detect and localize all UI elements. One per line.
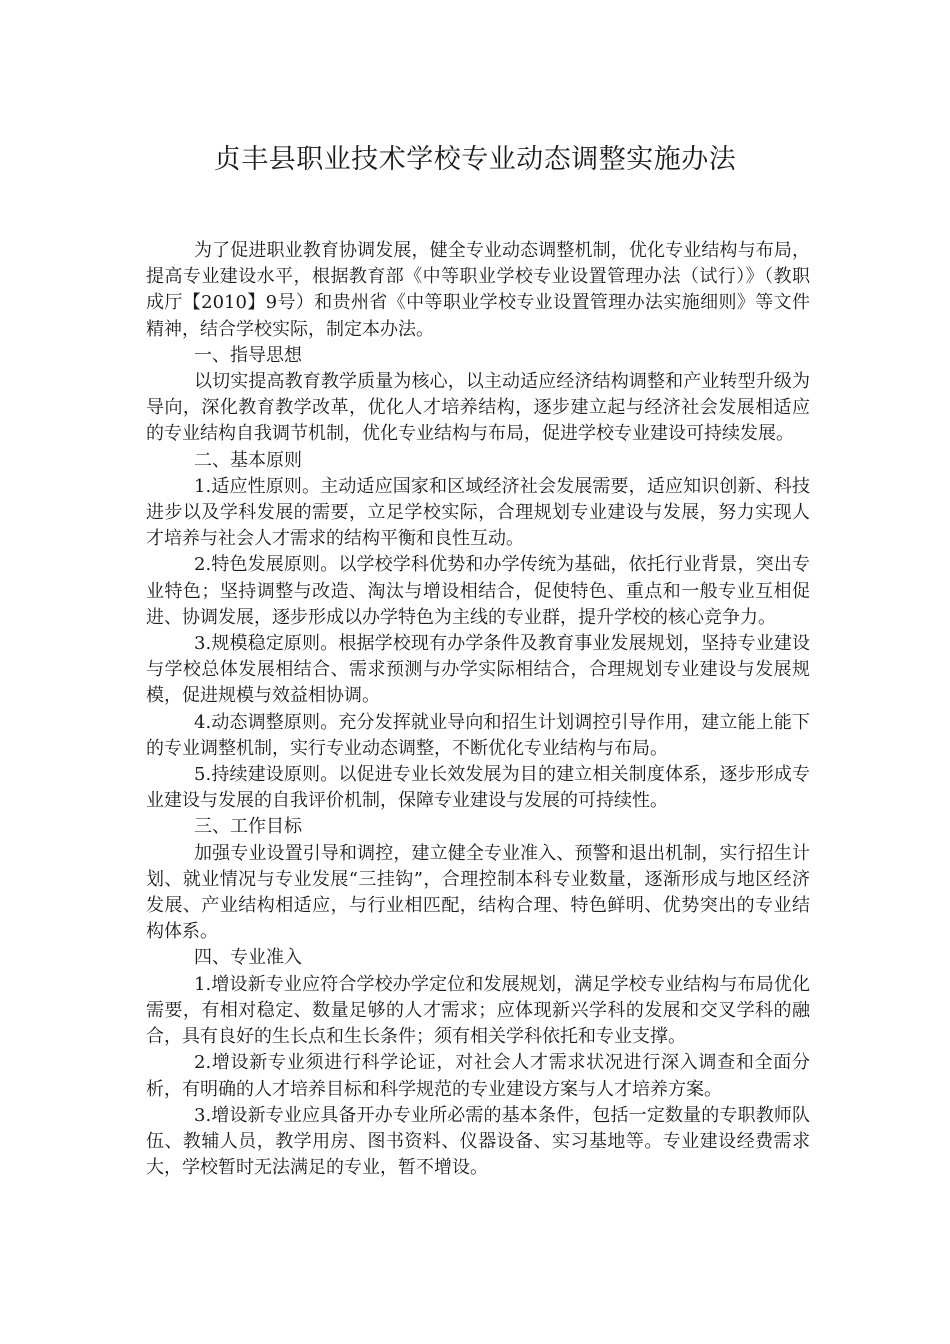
document-title: 贞丰县职业技术学校专业动态调整实施办法 xyxy=(213,144,737,175)
body-paragraph: 4.动态调整原则。充分发挥就业导向和招生计划调控引导作用，建立能上能下的专业调整机制，实行专业动态调整，不断优化专业结构与布局。 xyxy=(146,711,810,759)
body-paragraph: 3.增设新专业应具备开办专业所必需的基本条件，包括一定数量的专职教师队伍、教辅人员，教学用房、图书资料、仪器设备、实习基地等。专业建设经费需求大，学校暂时无法满足的专业，暂不增设。 xyxy=(146,1104,810,1179)
document-body xyxy=(146,238,810,1181)
body-paragraph: 2.特色发展原则。以学校学科优势和办学传统为基础，依托行业背景，突出专业特色；坚持调整与改造、淘汰与增设相结合，促使特色、重点和一般专业互相促进、协调发展，逐步形成以办学特色为主线的专业群，提升学校的核心竞争力。 xyxy=(146,554,810,628)
section-heading: 一、指导思想 xyxy=(194,344,302,366)
body-paragraph: 3.规模稳定原则。根据学校现有办学条件及教育事业发展规划，坚持专业建设与学校总体发展相结合、需求预测与办学实际相结合，合理规划专业建设与发展规模，促进规模与效益相协调。 xyxy=(146,633,810,707)
section-heading: 三、工作目标 xyxy=(194,816,302,838)
body-paragraph: 加强专业设置引导和调控，建立健全专业准入、预警和退出机制，实行招生计划、就业情况与专业发展“三挂钩”，合理控制本科专业数量，逐渐形成与地区经济发展、产业结构相适应，与行业相匹配，结构合理、特色鲜明、优势突出的专业结构体系。 xyxy=(146,842,810,943)
body-paragraph: 为了促进职业教育协调发展，健全专业动态调整机制，优化专业结构与布局，提高专业建设水平，根据教育部《中等职业学校专业设置管理办法（试行）》（教职成厅【2010】9号）和贵州省《中等职业学校专业设置管理办法实施细则》等文件精神，结合学校实际，制定本办法。 xyxy=(146,240,810,340)
body-paragraph: 5.持续建设原则。以促进专业长效发展为目的建立相关制度体系，逐步形成专业建设与发展的自我评价机制，保障专业建设与发展的可持续性。 xyxy=(146,764,810,812)
section-heading: 四、专业准入 xyxy=(194,947,302,969)
body-paragraph: 1.适应性原则。主动适应国家和区域经济社会发展需要，适应知识创新、科技进步以及学科发展的需要，立足学校实际，合理规划专业建设与发展，努力实现人才培养与社会人才需求的结构平衡和良性互动。 xyxy=(146,475,810,550)
body-paragraph: 1.增设新专业应符合学校办学定位和发展规划，满足学校专业结构与布局优化需要，有相对稳定、数量足够的人才需求；应体现新兴学科的发展和交叉学科的融合，具有良好的生长点和生长条件；须有相关学科依托和专业支撑。 xyxy=(146,973,810,1048)
section-heading: 二、基本原则 xyxy=(194,449,302,471)
body-paragraph: 以切实提高教育教学质量为核心，以主动适应经济结构调整和产业转型升级为导向，深化教育教学改革，优化人才培养结构，逐步建立起与经济社会发展相适应的专业结构自我调节机制，优化专业结构与布局，促进学校专业建设可持续发展。 xyxy=(146,371,810,445)
body-paragraph: 2.增设新专业须进行科学论证，对社会人才需求状况进行深入调查和全面分析，有明确的人才培养目标和科学规范的专业建设方案与人才培养方案。 xyxy=(146,1052,810,1100)
